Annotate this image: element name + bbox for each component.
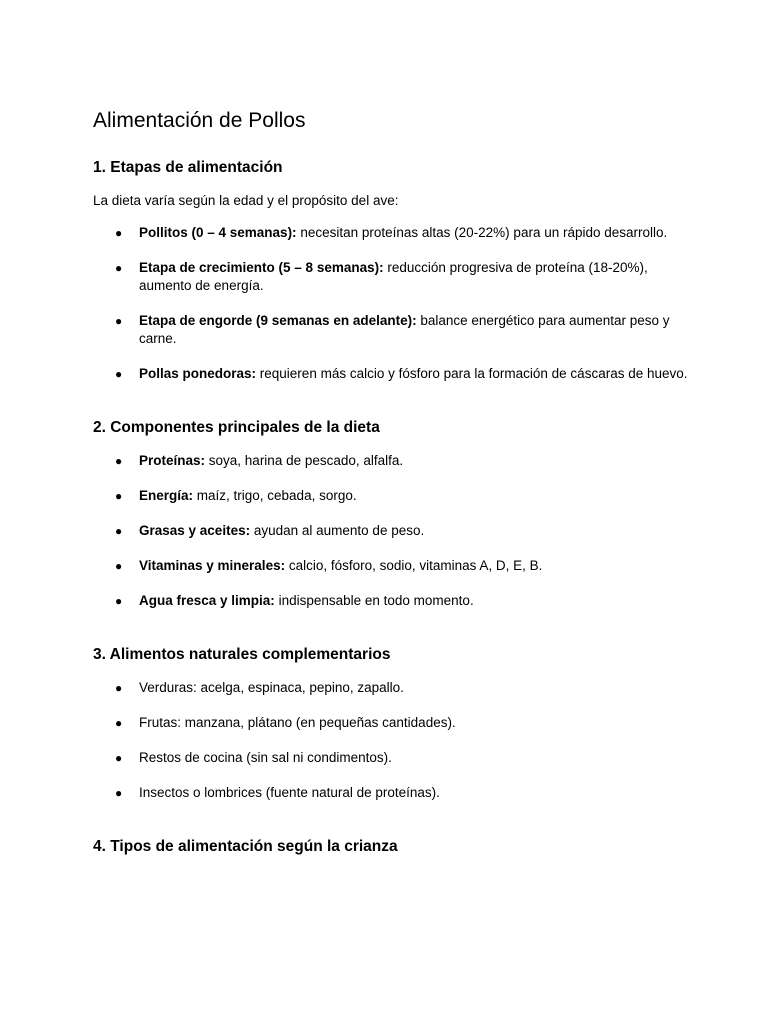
item-label: Proteínas:: [139, 453, 206, 468]
item-text: Frutas: manzana, plátano (en pequeñas cantidades).: [139, 715, 456, 730]
bullet-icon: ●: [115, 261, 123, 275]
section-heading: 4. Tipos de alimentación según la crianza: [93, 838, 398, 855]
list-item: [93, 557, 693, 575]
list-item: [93, 312, 693, 348]
list-item: [93, 679, 693, 697]
bullet-icon: ●: [115, 226, 123, 240]
list-item: [93, 522, 693, 540]
document-title: Alimentación de Pollos: [93, 109, 306, 132]
list-item: [93, 259, 693, 295]
section-componentes: [93, 418, 693, 610]
item-label: Grasas y aceites:: [139, 523, 251, 538]
item-text: soya, harina de pescado, alfalfa.: [205, 453, 404, 468]
list-item: [93, 365, 693, 383]
item-label: Etapa de engorde (9 semanas en adelante):: [139, 313, 417, 328]
item-text: balance energético para aumentar peso y carne.: [139, 313, 670, 346]
bullet-icon: ●: [115, 716, 123, 730]
item-text: reducción progresiva de proteína (18-20%), aumento de energía.: [139, 260, 648, 293]
item-text: calcio, fósforo, sodio, vitaminas A, D, E, B.: [285, 558, 543, 573]
document-page: [93, 106, 693, 892]
section-tipos-crianza: [93, 837, 693, 857]
item-label: Pollitos (0 – 4 semanas):: [139, 225, 297, 240]
bullet-icon: ●: [115, 489, 123, 503]
item-text: indispensable en todo momento.: [274, 593, 474, 608]
section-etapas: [93, 158, 693, 383]
bullet-list: [93, 224, 693, 383]
section-heading: 1. Etapas de alimentación: [93, 159, 283, 176]
bullet-icon: ●: [115, 524, 123, 538]
item-label: Agua fresca y limpia:: [139, 593, 275, 608]
list-item: [93, 487, 693, 505]
item-label: Pollas ponedoras:: [139, 366, 257, 381]
item-text: Restos de cocina (sin sal ni condimentos).: [139, 750, 392, 765]
list-item: [93, 714, 693, 732]
item-text: ayudan al aumento de peso.: [250, 523, 425, 538]
list-item: [93, 749, 693, 767]
item-text: necesitan proteínas altas (20-22%) para un rápido desarrollo.: [296, 225, 668, 240]
section-alimentos-naturales: [93, 645, 693, 802]
item-text: maíz, trigo, cebada, sorgo.: [193, 488, 357, 503]
item-label: Energía:: [139, 488, 194, 503]
bullet-icon: ●: [115, 786, 123, 800]
list-item: [93, 784, 693, 802]
item-text: Verduras: acelga, espinaca, pepino, zapallo.: [139, 680, 404, 695]
item-label: Etapa de crecimiento (5 – 8 semanas):: [139, 260, 384, 275]
section-heading: 2. Componentes principales de la dieta: [93, 419, 380, 436]
bullet-icon: ●: [115, 559, 123, 573]
bullet-icon: ●: [115, 751, 123, 765]
bullet-icon: ●: [115, 367, 123, 381]
item-text: requieren más calcio y fósforo para la formación de cáscaras de huevo.: [256, 366, 688, 381]
bullet-list: [93, 452, 693, 610]
item-text: Insectos o lombrices (fuente natural de proteínas).: [139, 785, 440, 800]
bullet-icon: ●: [115, 681, 123, 695]
bullet-icon: ●: [115, 594, 123, 608]
list-item: [93, 452, 693, 470]
section-heading: 3. Alimentos naturales complementarios: [93, 646, 391, 663]
bullet-list: [93, 679, 693, 802]
bullet-icon: ●: [115, 454, 123, 468]
section-intro: La dieta varía según la edad y el propósito del ave:: [93, 193, 399, 208]
list-item: [93, 592, 693, 610]
item-label: Vitaminas y minerales:: [139, 558, 286, 573]
bullet-icon: ●: [115, 314, 123, 328]
list-item: [93, 224, 693, 242]
